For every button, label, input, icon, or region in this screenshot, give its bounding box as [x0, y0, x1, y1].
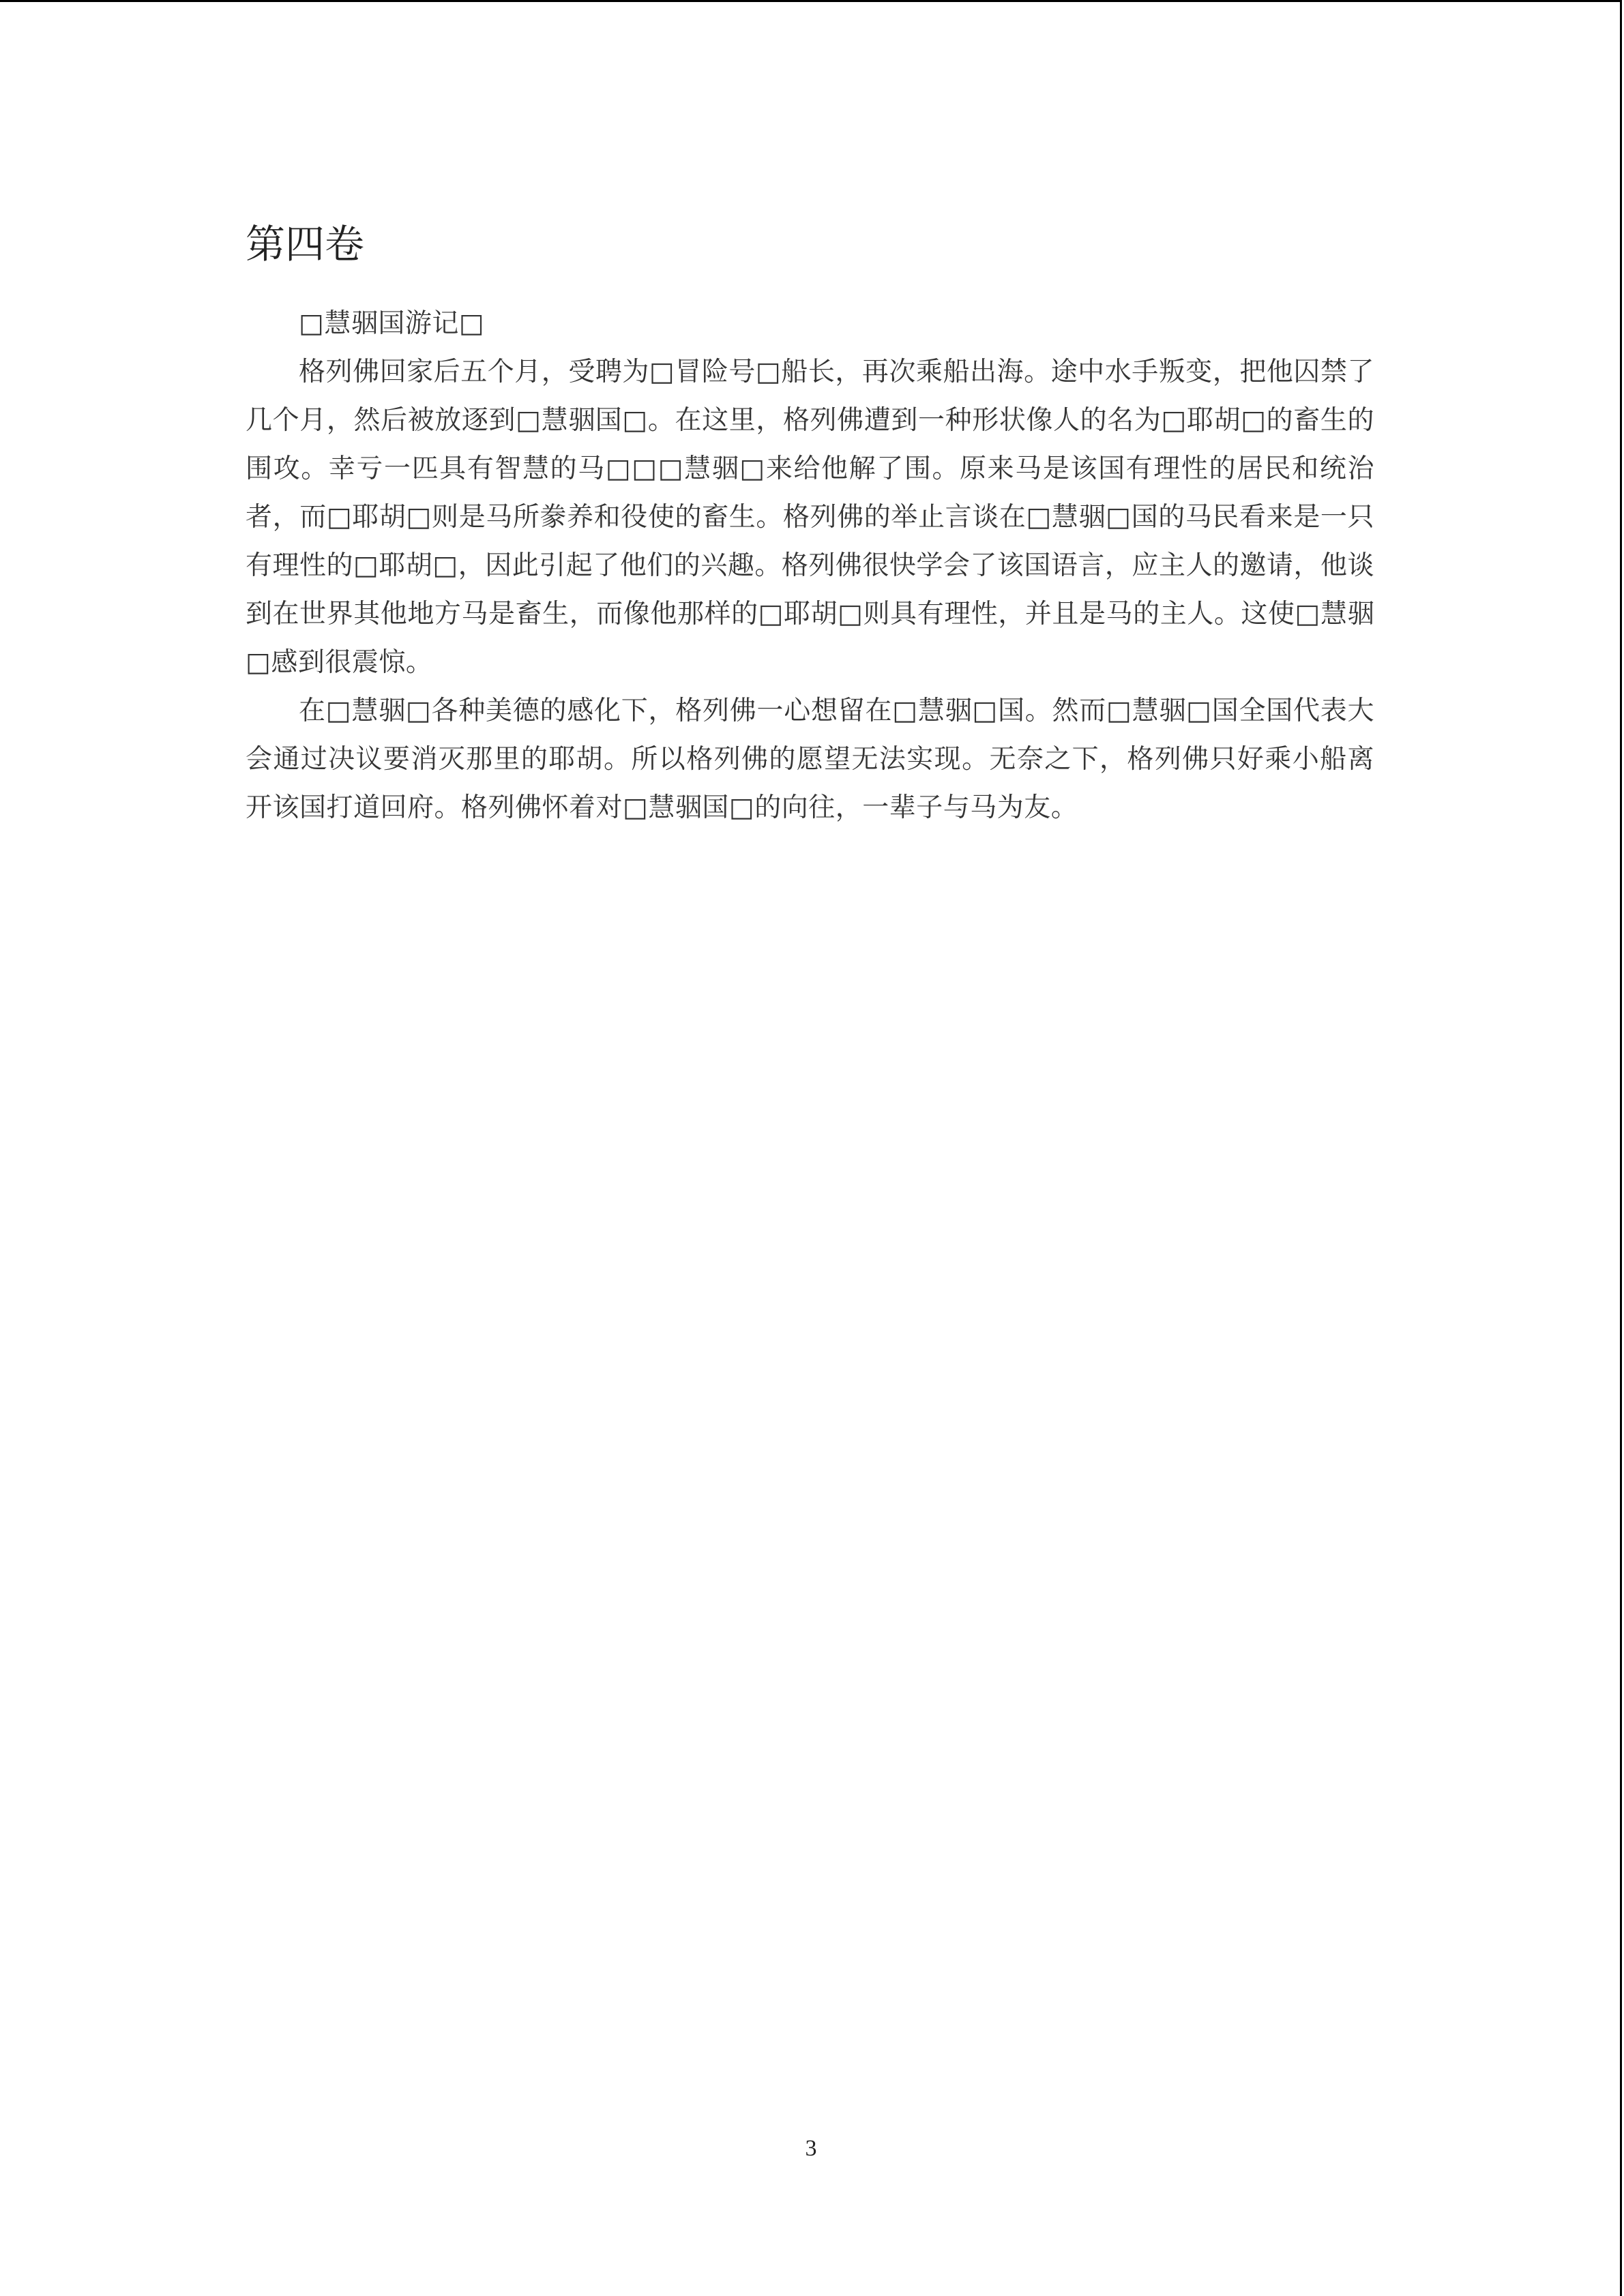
body-paragraph-2: 在□慧骃□各种美德的感化下，格列佛一心想留在□慧骃□国。然而□慧骃□国全国代表大会通过决议要消灭那里的耶胡。所以格列佛的愿望无法实现。无奈之下，格列佛只好乘小船离开该国打道回府。格列佛怀着对□慧骃国□的向往，一辈子与马为友。: [246, 696, 1374, 823]
section-heading-paragraph: □慧骃国游记□: [299, 308, 485, 339]
page-content: [246, 207, 1374, 832]
chapter-title: 第四卷: [246, 221, 365, 267]
body-paragraph-1: 格列佛回家后五个月，受聘为□冒险号□船长，再次乘船出海。途中水手叛变，把他囚禁了几个月，然后被放逐到□慧骃国□。在这里，格列佛遭到一种形状像人的名为□耶胡□的畜生的围攻。幸亏一匹具有智慧的马□□□慧骃□来给他解了围。原来马是该国有理性的居民和统治者，而□耶胡□则是马所豢养和役使的畜生。格列佛的举止言谈在□慧骃□国的马民看来是一只有理性的□耶胡□，因此引起了他们的兴趣。格列佛很快学会了该国语言，应主人的邀请，他谈到在世界其他地方马是畜生，而像他那样的□耶胡□则具有理性，并且是马的主人。这使□慧骃□感到很震惊。: [246, 357, 1374, 678]
body-text: [246, 299, 1374, 832]
page-number: 3: [805, 2136, 817, 2161]
